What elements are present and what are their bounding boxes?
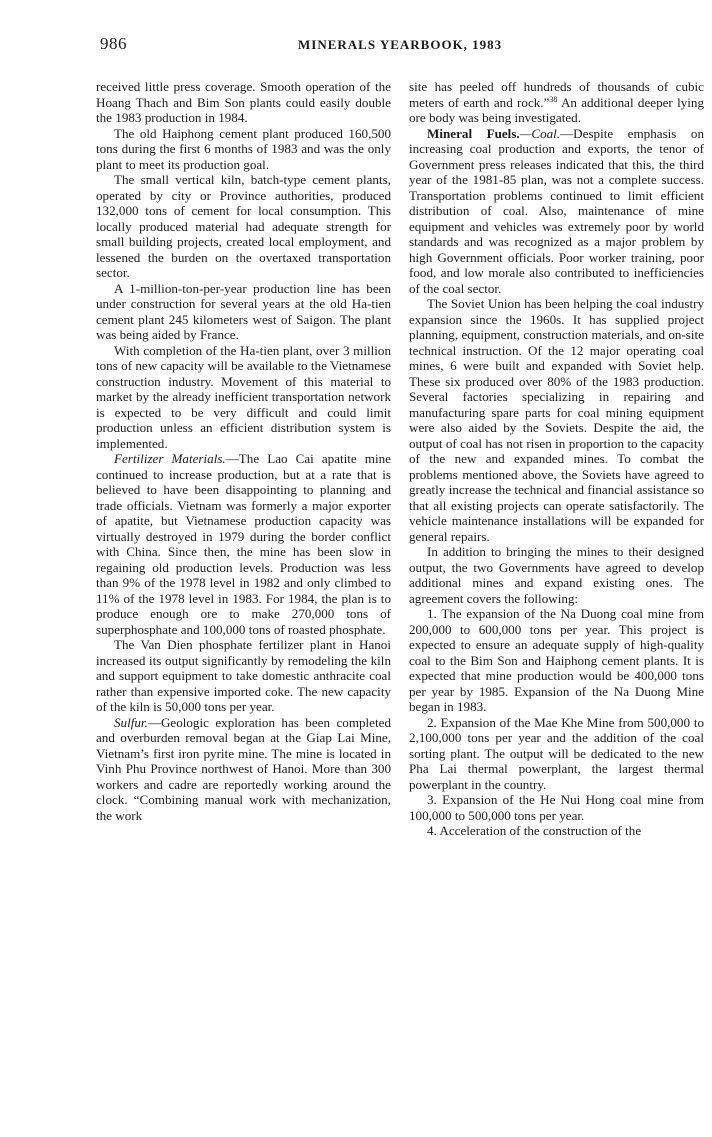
paragraph: The small vertical kiln, batch-type cement plants, operated by city or Province authorities, produced 132,000 tons of cement for local consumption. This locally produced material had adequate strength for small building projects, created local employment, and lessened the burden on the overtaxed transportation sector.: [96, 172, 391, 280]
paragraph-mineral-fuels: [409, 126, 704, 297]
footnote-ref: 38: [549, 94, 558, 104]
list-item: 1. The expansion of the Na Duong coal mine from 200,000 to 600,000 tons per year. This project is expected to ensure an adequate supply of high-quality coal to the Bim Son and Haiphong cement plants. It is expected that mine production would be 400,000 tons per year by 1985. Expansion of the Na Duong Mine began in 1983.: [409, 606, 704, 714]
section-heading-fertilizer: Fertilizer Materials.: [114, 451, 226, 466]
paragraph: In addition to bringing the mines to their designed output, the two Governments have agreed to develop additional mines and expand existing ones. The agreement covers the following:: [409, 544, 704, 606]
paragraph-fertilizer: [96, 451, 391, 637]
section-heading-mineral-fuels: Mineral Fuels.: [427, 125, 520, 141]
list-item: 3. Expansion of the He Nui Hong coal mine from 100,000 to 500,000 tons per year.: [409, 792, 704, 823]
paragraph-text: —Geologic exploration has been completed and overburden removal began at the Giap Lai Mine, Vietnam’s first iron pyrite mine. The mine is located in Vinh Phu Province northwest of Hanoi. More than 300 workers and cadre are reportedly working around the clock. “Combining manual work with mechanization, the work: [96, 714, 391, 823]
paragraph: With completion of the Ha-tien plant, over 3 million tons of new capacity will be available to the Vietnamese construction industry. Movement of this material to market by the already inefficient transportation network is expected to be very difficult and could limit production unless an efficient distribution system is implemented.: [96, 342, 391, 451]
list-item: 4. Acceleration of the construction of the: [427, 823, 642, 838]
paragraph-text: —The Lao Cai apatite mine continued to increase production, but at a rate that is believed to have been disappointing to planning and trade officials. Vietnam was formerly a major exporter of apatite, but Vietnamese production capacity was virtually destroyed in 1979 during the border conflict with China. Since then, the mine has been slow in regaining old production levels. Production was less than 9% of the 1978 level in 1982 and only climbed to 11% of the 1978 level in 1983. For 1984, the plan is to produce enough ore to make 270,000 tons of superphosphate and 100,000 tons of roasted phosphate.: [96, 451, 391, 637]
running-title: MINERALS YEARBOOK, 1983: [298, 37, 503, 52]
paragraph: A 1-million-ton-per-year production line has been under construction for several years at the old Ha-tien cement plant 245 kilometers west of Saigon. The plant was being aided by France.: [96, 280, 391, 342]
right-column: [409, 79, 704, 839]
paragraph: The old Haiphong cement plant produced 160,500 tons during the first 6 months of 1983 and was the only plant to meet its production goal.: [96, 125, 391, 172]
list-item: 2. Expansion of the Mae Khe Mine from 500,000 to 2,100,000 tons per year and the addition of the coal sorting plant. The output will be dedicated to the new Pha Lai thermal powerplant, the largest thermal powerplant in the country.: [409, 714, 704, 792]
subsection-heading-coal: —Coal.: [519, 125, 561, 141]
paragraph-text: An additional deeper lying ore body was being investigated.: [409, 94, 704, 125]
section-heading-sulfur: Sulfur.: [114, 714, 148, 730]
page-number: 986: [100, 34, 127, 53]
paragraph-continued: [409, 79, 704, 126]
paragraph: The Van Dien phosphate fertilizer plant in Hanoi increased its output significantly by remodeling the kiln and support equipment to take domestic anthracite coal rather than expensive imported coke. The new capacity of the kiln is 50,000 tons per year.: [96, 637, 391, 714]
left-column: [96, 79, 391, 823]
paragraph: received little press coverage. Smooth operation of the Hoang Thach and Bim Son plants could easily double the 1983 production in 1984.: [96, 79, 391, 125]
running-header: [100, 34, 700, 56]
paragraph-text: —Despite emphasis on increasing coal production and exports, the tenor of Government press releases indicated that this, the third year of the 1981-85 plan, was not a complete success. Transportation problems continued to limit efficient distribution of coal. Also, maintenance of mine equipment and vehicles was extremely poor by world standards and was recognized as a major problem by high Government officials. Poor worker training, poor food, and low morale also contributed to inefficiencies of the coal sector.: [409, 125, 704, 296]
paragraph-sulfur: [96, 715, 391, 824]
paragraph-text: site has peeled off hundreds of thousands of cubic meters of earth and rock.”: [409, 79, 704, 110]
paragraph: The Soviet Union has been helping the coal industry expansion since the 1960s. It has supplied project planning, equipment, construction materials, and on-site technical instruction. Of the 12 major operating coal mines, 6 were built and expanded with Soviet help. These six produced over 80% of the 1983 production. Several factories specializing in repairing and manufacturing spare parts for coal mining equipment were also aided by the Soviets. Despite the aid, the output of coal has not risen in proportion to the capacity of the new and expanded mines. To combat the problems mentioned above, the Soviets have agreed to greatly increase the technical and financial assistance so that all existing projects can operate satisfactorily. The vehicle maintenance installations will be expanded for general repairs.: [409, 296, 704, 544]
